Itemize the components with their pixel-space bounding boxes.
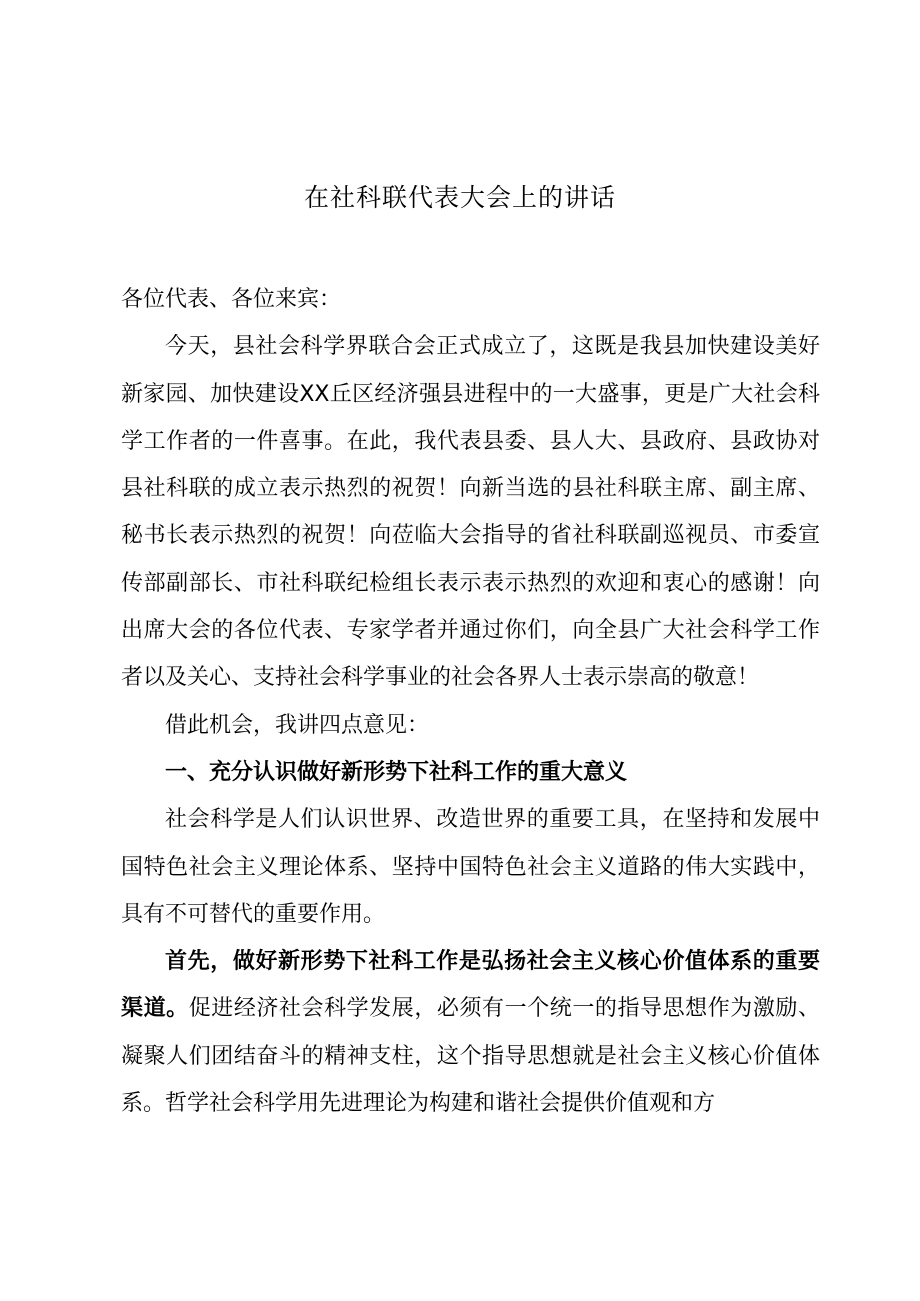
paragraph-first-point [121,938,820,1127]
document-body [121,276,820,1127]
first-point-lead: 首先，做好新形势下社科工作是弘扬社会主义核心价值体系的重要渠道。 [121,949,820,1022]
paragraph-opening: 今天，县社会科学界联合会正式成立了，这既是我县加快建设美好新家园、加快建设XX丘区经济强县进程中的一大盛事，更是广大社会科学工作者的一件喜事。在此，我代表县委、县人大、县政府、县政协对县社科联的成立表示热烈的祝贺！向新当选的县社科联主席、副主席、秘书长表示热烈的祝贺！向莅临大会指导的省社科联副巡视员、市委宣传部副部长、市社科联纪检组长表示表示热烈的欢迎和衷心的感谢！向出席大会的各位代表、专家学者并通过你们，向全县广大社会科学工作者以及关心、支持社会科学事业的社会各界人士表示崇高的敬意！ [121,334,820,691]
paragraph-intro-points: 借此机会，我讲四点意见： [165,712,430,738]
first-point-text: 促进经济社会科学发展，必须有一个统一的指导思想作为激励、凝聚人们团结奋斗的精神支柱，这个指导思想就是社会主义核心价值体系。哲学社会科学用先进理论为构建和谐社会提供价值观和方 [121,996,820,1117]
salutation: 各位代表、各位来宾： [121,287,342,312]
document-title: 在社科联代表大会上的讲话 [303,183,616,212]
section-heading-1: 一、充分认识做好新形势下社科工作的重大意义 [165,759,628,785]
paragraph-social-science: 社会科学是人们认识世界、改造世界的重要工具，在坚持和发展中国特色社会主义理论体系、坚持中国特色社会主义道路的伟大实践中，具有不可替代的重要作用。 [121,807,820,927]
